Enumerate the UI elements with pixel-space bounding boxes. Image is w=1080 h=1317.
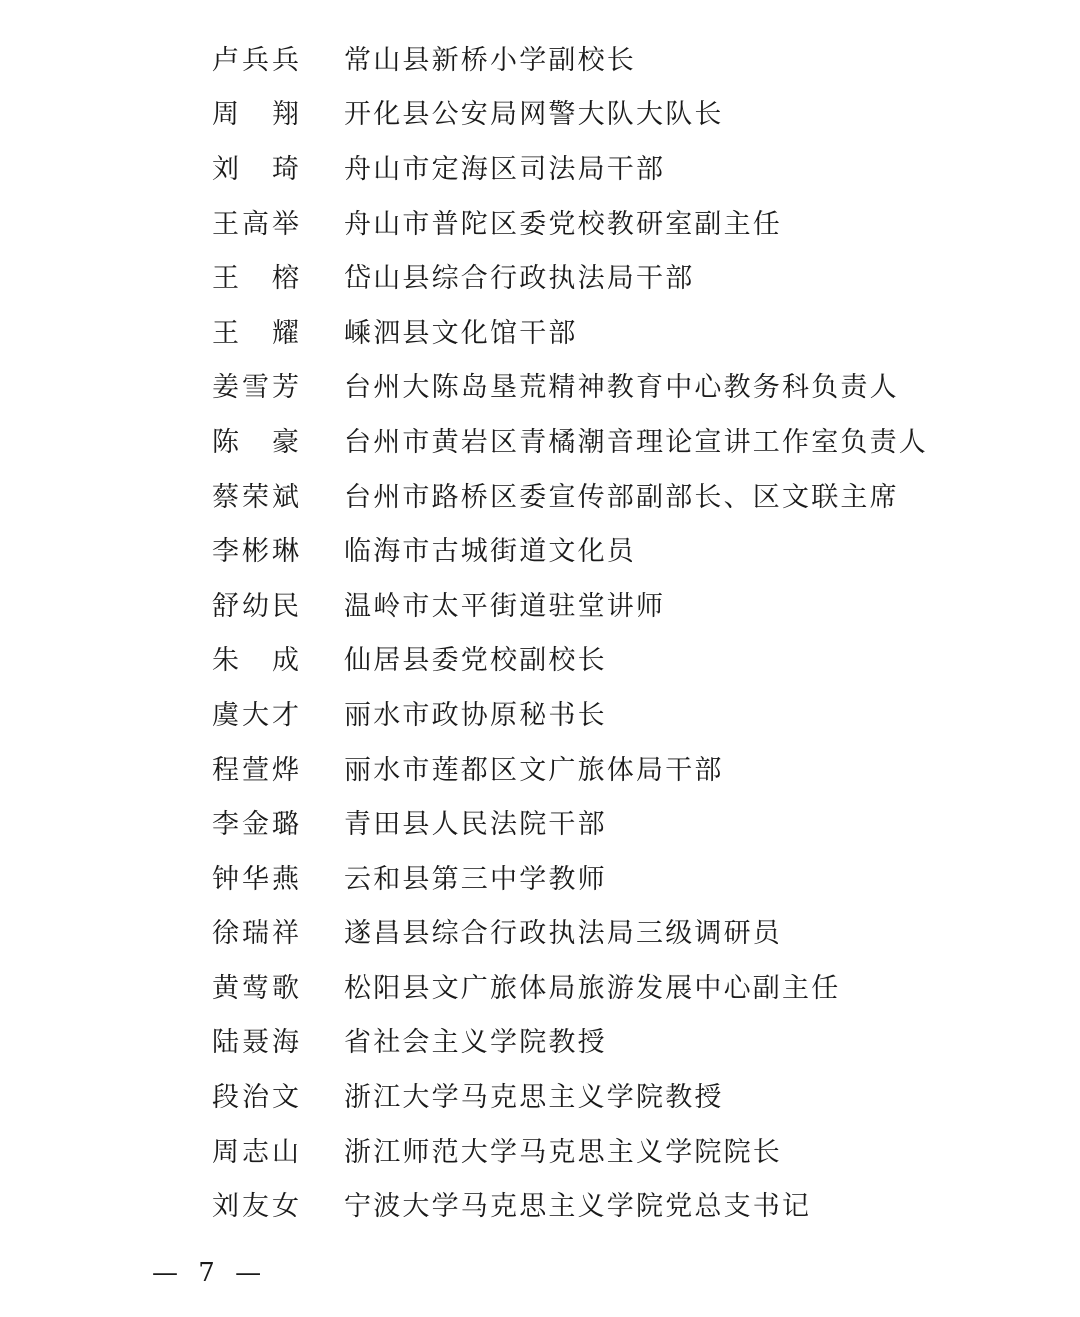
person-title: 台州大陈岛垦荒精神教育中心教务科负责人 bbox=[344, 372, 899, 404]
person-title: 岱山县综合行政执法局干部 bbox=[344, 263, 695, 295]
list-item bbox=[212, 958, 992, 1013]
list-item bbox=[212, 467, 992, 522]
list-item bbox=[212, 248, 992, 303]
list-item bbox=[212, 740, 992, 795]
person-name: 陆聂海 bbox=[212, 1027, 300, 1059]
person-name: 周志山 bbox=[212, 1136, 300, 1168]
person-name: 姜雪芳 bbox=[212, 372, 300, 404]
person-name: 李金璐 bbox=[212, 809, 300, 841]
person-title: 开化县公安局网警大队大队长 bbox=[344, 99, 724, 131]
list-item bbox=[212, 1013, 992, 1068]
person-title: 浙江师范大学马克思主义学院院长 bbox=[344, 1136, 782, 1168]
person-title: 舟山市普陀区委党校教研室副主任 bbox=[344, 208, 782, 240]
list-item bbox=[212, 139, 992, 194]
person-name: 黄莺歌 bbox=[212, 972, 300, 1004]
person-name: 李彬琳 bbox=[212, 536, 300, 568]
list-item bbox=[212, 412, 992, 467]
page-number: — 7 — bbox=[152, 1258, 268, 1288]
person-title: 舟山市定海区司法局干部 bbox=[344, 153, 666, 185]
person-name: 王 榕 bbox=[212, 263, 300, 295]
name-list bbox=[212, 30, 992, 1231]
person-name: 钟华燕 bbox=[212, 863, 300, 895]
person-title: 省社会主义学院教授 bbox=[344, 1027, 607, 1059]
person-name: 刘 琦 bbox=[212, 153, 300, 185]
person-name: 朱 成 bbox=[212, 645, 300, 677]
list-item bbox=[212, 576, 992, 631]
person-name: 王 耀 bbox=[212, 317, 300, 349]
person-name: 段治文 bbox=[212, 1082, 300, 1114]
list-item bbox=[212, 303, 992, 358]
person-title: 台州市路桥区委宣传部副部长、区文联主席 bbox=[344, 481, 899, 513]
person-name: 虞大才 bbox=[212, 699, 300, 731]
person-title: 遂昌县综合行政执法局三级调研员 bbox=[344, 918, 782, 950]
list-item bbox=[212, 849, 992, 904]
list-item bbox=[212, 358, 992, 413]
person-title: 浙江大学马克思主义学院教授 bbox=[344, 1082, 724, 1114]
person-title: 嵊泗县文化馆干部 bbox=[344, 317, 578, 349]
person-title: 丽水市莲都区文广旅体局干部 bbox=[344, 754, 724, 786]
person-name: 卢兵兵 bbox=[212, 44, 300, 76]
list-item bbox=[212, 521, 992, 576]
person-title: 松阳县文广旅体局旅游发展中心副主任 bbox=[344, 972, 841, 1004]
list-item bbox=[212, 794, 992, 849]
person-title: 云和县第三中学教师 bbox=[344, 863, 607, 895]
list-item bbox=[212, 194, 992, 249]
person-title: 临海市古城街道文化员 bbox=[344, 536, 636, 568]
list-item bbox=[212, 1067, 992, 1122]
person-name: 程萱烨 bbox=[212, 754, 300, 786]
person-title: 台州市黄岩区青橘潮音理论宣讲工作室负责人 bbox=[344, 426, 928, 458]
person-name: 陈 豪 bbox=[212, 426, 300, 458]
person-title: 仙居县委党校副校长 bbox=[344, 645, 607, 677]
person-title: 常山县新桥小学副校长 bbox=[344, 44, 636, 76]
list-item bbox=[212, 30, 992, 85]
person-name: 周 翔 bbox=[212, 99, 300, 131]
person-title: 温岭市太平街道驻堂讲师 bbox=[344, 590, 666, 622]
person-title: 青田县人民法院干部 bbox=[344, 809, 607, 841]
person-name: 蔡荣斌 bbox=[212, 481, 300, 513]
list-item bbox=[212, 904, 992, 959]
person-name: 刘友女 bbox=[212, 1191, 300, 1223]
person-name: 王高举 bbox=[212, 208, 300, 240]
person-title: 宁波大学马克思主义学院党总支书记 bbox=[344, 1191, 812, 1223]
list-item bbox=[212, 1176, 992, 1231]
person-name: 舒幼民 bbox=[212, 590, 300, 622]
list-item bbox=[212, 85, 992, 140]
person-name: 徐瑞祥 bbox=[212, 918, 300, 950]
list-item bbox=[212, 631, 992, 686]
list-item bbox=[212, 1122, 992, 1177]
person-title: 丽水市政协原秘书长 bbox=[344, 699, 607, 731]
list-item bbox=[212, 685, 992, 740]
